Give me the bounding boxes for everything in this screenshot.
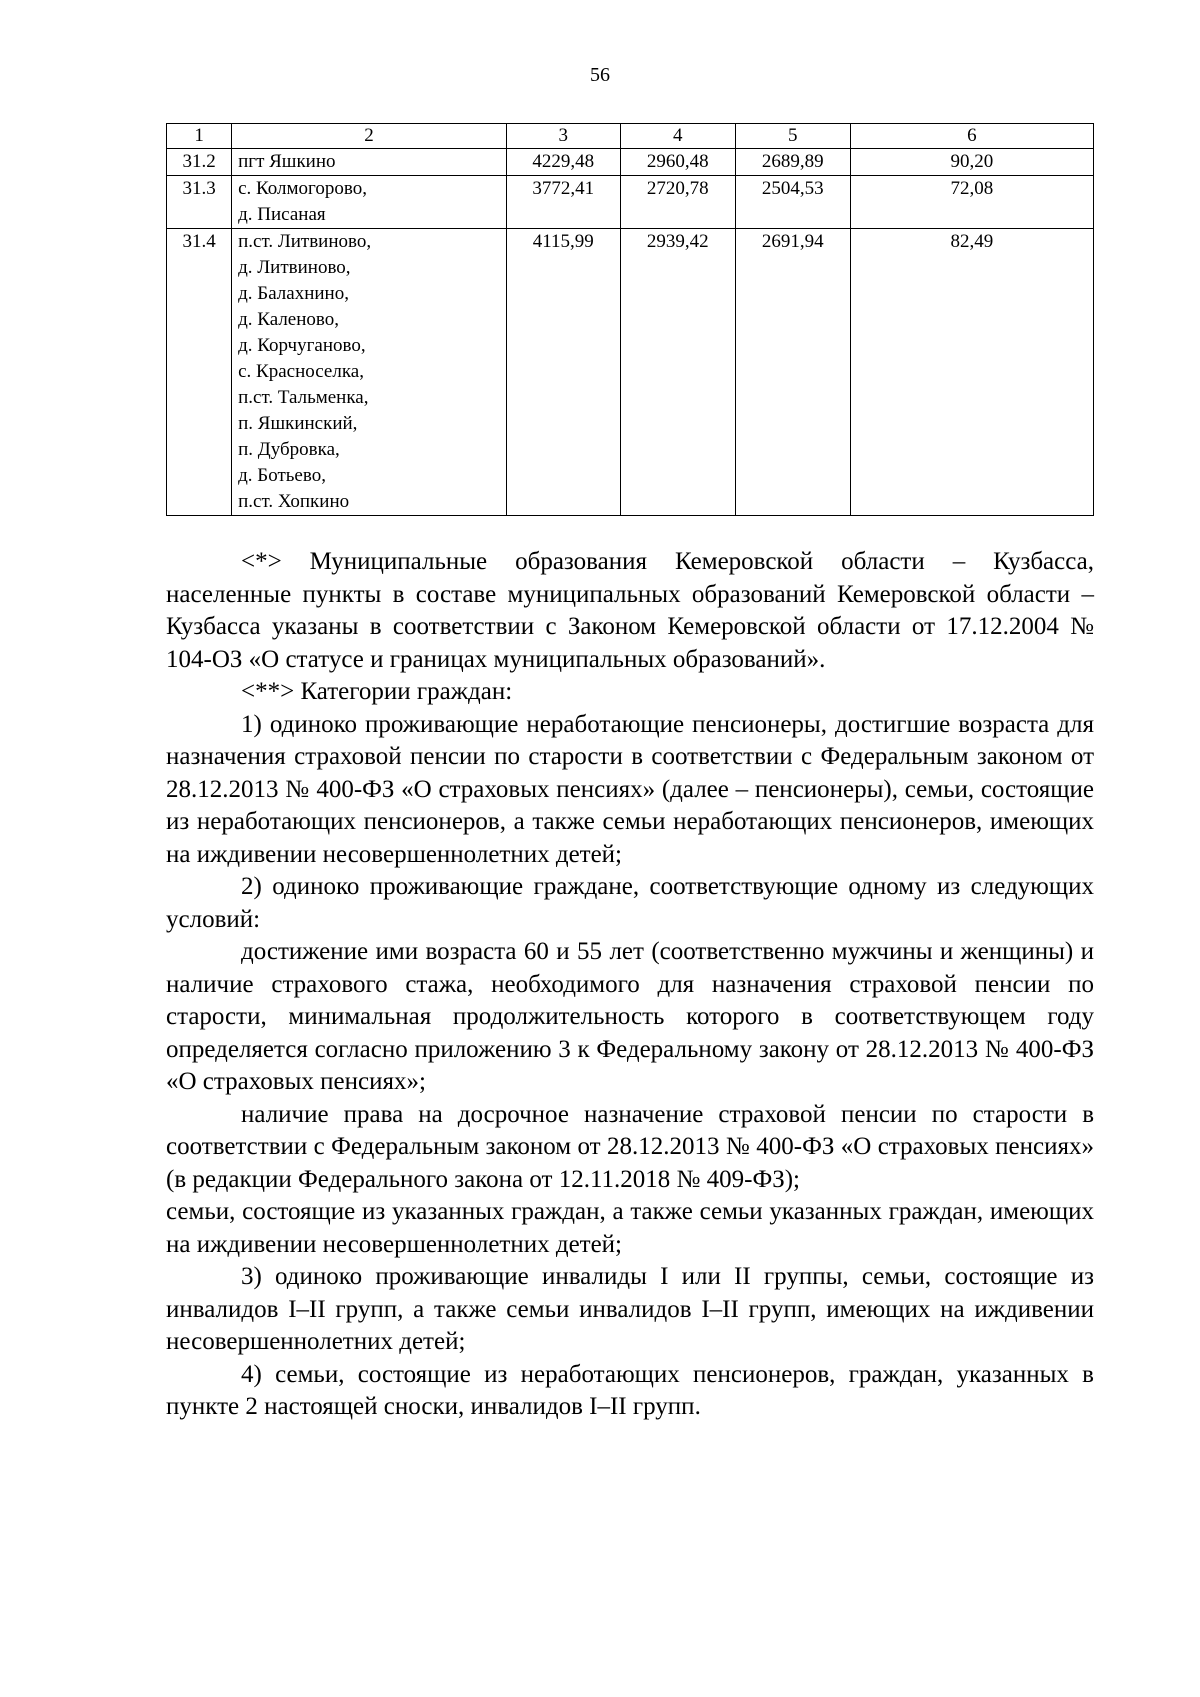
value-col-6: 90,20: [850, 149, 1093, 176]
settlement-name: пгт Яшкино: [238, 151, 336, 172]
settlement-list: [232, 176, 507, 229]
settlement-name: с. Красноселка,: [238, 361, 364, 382]
settlement-name: д. Литвиново,: [238, 257, 351, 278]
footnote-municipal: <*> Муниципальные образования Кемеровской области – Кузбасса, населенные пункты в составе муниципальных образований Кемеровской области – Кузбасса указаны в соответствии с Законом Кемеровской области от 17.12.2004 № 104-ОЗ «О статусе и границах муниципальных образований».: [166, 548, 1094, 673]
row-number: 31.2: [167, 149, 232, 176]
value-col-4: 2720,78: [620, 176, 735, 229]
value-col-4: 2960,48: [620, 149, 735, 176]
value-col-5: 2691,94: [735, 229, 850, 516]
settlement-name: п. Яшкинский,: [238, 413, 358, 434]
value-col-4: 2939,42: [620, 229, 735, 516]
column-header-6: 6: [850, 124, 1093, 149]
column-header-4: 4: [620, 124, 735, 149]
table-row: [167, 149, 1094, 176]
column-header-2: 2: [232, 124, 507, 149]
column-header-3: 3: [506, 124, 620, 149]
value-col-3: 4115,99: [506, 229, 620, 516]
settlement-name: п. Дубровка,: [238, 439, 340, 460]
settlement-name: д. Каленово,: [238, 309, 339, 330]
category-2-paragraph: 2) одиноко проживающие граждане, соответствующие одному из следующих условий:: [166, 873, 1094, 933]
category-2-families: семьи, состоящие из указанных граждан, а также семьи указанных граждан, имеющих на иждивении несовершеннолетних детей;: [166, 1198, 1094, 1258]
category-1-paragraph: 1) одиноко проживающие неработающие пенсионеры, достигшие возраста для назначения страховой пенсии по старости в соответствии с Федеральным законом от 28.12.2013 № 400-ФЗ «О страховых пенсиях» (далее – пенсионеры), семьи, состоящие из неработающих пенсионеров, а также семьи неработающих пенсионеров, имеющих на иждивении несовершеннолетних детей;: [166, 710, 1094, 868]
category-2-condition-early-pension: наличие права на досрочное назначение страховой пенсии по старости в соответствии с Федеральным законом от 28.12.2013 № 400-ФЗ «О страховых пенсиях» (в редакции Федерального закона от 12.11.2018 № 409-ФЗ);: [166, 1100, 1094, 1193]
tariff-table: [166, 123, 1094, 516]
settlement-name: д. Писаная: [238, 204, 326, 225]
table-row: [167, 229, 1094, 516]
value-col-6: 72,08: [850, 176, 1093, 229]
value-col-6: 82,49: [850, 229, 1093, 516]
value-col-3: 4229,48: [506, 149, 620, 176]
settlement-name: д. Ботьево,: [238, 465, 326, 486]
settlement-name: с. Колмогорово,: [238, 178, 367, 199]
settlement-list: [232, 229, 507, 516]
value-col-5: 2504,53: [735, 176, 850, 229]
value-col-5: 2689,89: [735, 149, 850, 176]
settlement-list: [232, 149, 507, 176]
settlement-name: п.ст. Хопкино: [238, 491, 350, 512]
footnotes: [166, 546, 1094, 1424]
row-number: 31.4: [167, 229, 232, 516]
category-2-condition-age: достижение ими возраста 60 и 55 лет (соответственно мужчины и женщины) и наличие страхового стажа, необходимого для назначения страховой пенсии по старости, минимальная продолжительность которого в соответствующем году определяется согласно приложению 3 к Федеральному закону от 28.12.2013 № 400-ФЗ «О страховых пенсиях»;: [166, 938, 1094, 1095]
value-col-3: 3772,41: [506, 176, 620, 229]
settlement-name: п.ст. Литвиново,: [238, 231, 372, 252]
table-row: [167, 176, 1094, 229]
category-3-paragraph: 3) одиноко проживающие инвалиды I или II группы, семьи, состоящие из инвалидов I–II групп, а также семьи инвалидов I–II групп, имеющих на иждивении несовершеннолетних детей;: [166, 1263, 1094, 1355]
table-header-row: [167, 124, 1094, 149]
settlement-name: д. Балахнино,: [238, 283, 349, 304]
category-4-paragraph: 4) семьи, состоящие из неработающих пенсионеров, граждан, указанных в пункте 2 настоящей сноски, инвалидов I–II групп.: [166, 1360, 1094, 1420]
settlement-name: п.ст. Тальменка,: [238, 387, 369, 408]
row-number: 31.3: [167, 176, 232, 229]
footnote-categories-heading: <**> Категории граждан:: [241, 678, 513, 705]
column-header-1: 1: [167, 124, 232, 149]
page-number: 56: [590, 64, 610, 86]
settlement-name: д. Корчуганово,: [238, 335, 366, 356]
column-header-5: 5: [735, 124, 850, 149]
